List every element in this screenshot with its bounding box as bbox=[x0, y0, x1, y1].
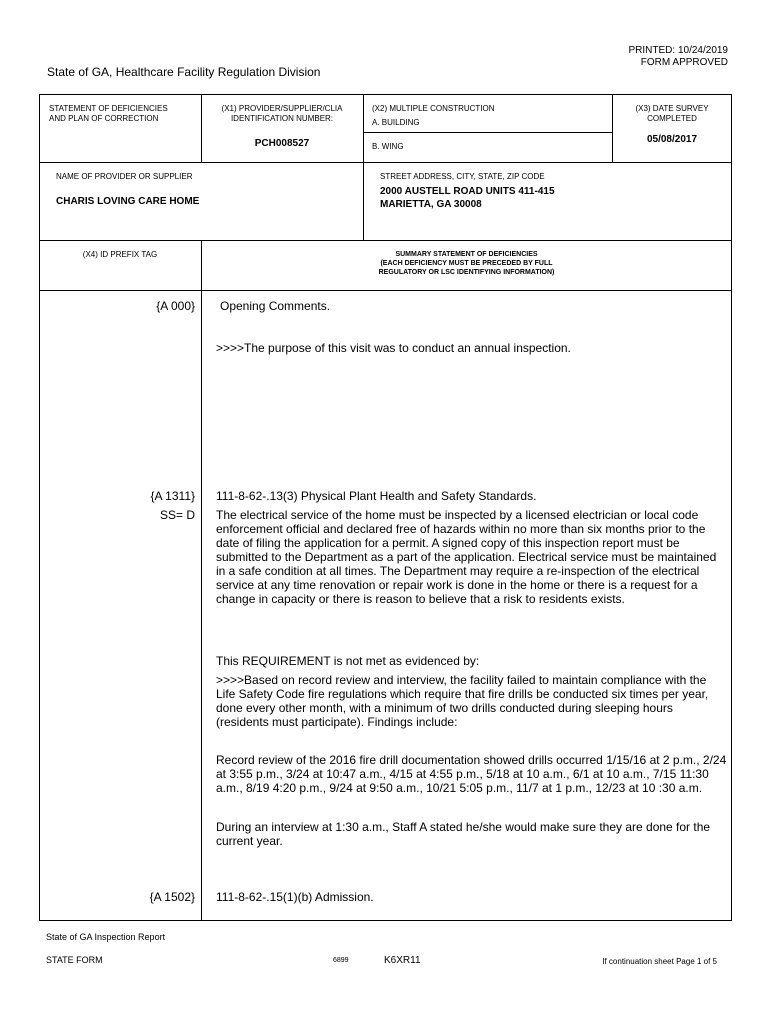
address-line1: 2000 AUSTELL ROAD UNITS 411-415 bbox=[380, 186, 555, 197]
divider bbox=[363, 162, 364, 240]
a1311-not-met: This REQUIREMENT is not met as evidenced by: bbox=[216, 654, 480, 668]
x2-label: (X2) MULTIPLE CONSTRUCTION bbox=[372, 104, 495, 113]
a1502-title: 111-8-62-.15(1)(b) Admission. bbox=[216, 890, 374, 904]
x4-label: (X4) ID PREFIX TAG bbox=[82, 250, 158, 259]
tag-a000: {A 000} bbox=[156, 299, 195, 313]
a000-text: >>>>The purpose of this visit was to conduct an annual inspection. bbox=[216, 341, 571, 355]
address-label: STREET ADDRESS, CITY, STATE, ZIP CODE bbox=[380, 172, 545, 181]
severity-scope: SS= D bbox=[159, 508, 195, 522]
divider bbox=[363, 94, 364, 162]
divider bbox=[201, 240, 202, 921]
form-number: 6899 bbox=[333, 957, 349, 964]
a1311-title: 111-8-62-.13(3) Physical Plant Health and Safety Standards. bbox=[216, 489, 537, 503]
a1311-interview: During an interview at 1:30 a.m., Staff A stated he/she would make sure they are done for the current year. bbox=[216, 820, 711, 848]
a000-title: Opening Comments. bbox=[220, 299, 331, 313]
event-id: K6XR11 bbox=[384, 955, 421, 966]
x2-building: A. BUILDING bbox=[372, 118, 420, 127]
provider-name: CHARIS LOVING CARE HOME bbox=[56, 196, 200, 207]
address-line2: MARIETTA, GA 30008 bbox=[380, 199, 482, 210]
statement-label: STATEMENT OF DEFICIENCIES AND PLAN OF CORRECTION bbox=[49, 104, 168, 123]
provider-label: NAME OF PROVIDER OR SUPPLIER bbox=[56, 172, 193, 181]
a1311-record-review: Record review of the 2016 fire drill documentation showed drills occurred 1/15/16 at 2 p.m., 2/24 at 3:55 p.m., 3/24 at 10:47 a.m., 4/15 at 4:55 p.m., 5/18 at 10 a.m., 6/1 at 10 a.m., 7/15 11:30 a.m., 8/19 4:20 p.m., 9/24 at 9:50 a.m., 10/21 5:05 p.m., 11/7 at 1 p.m., 12/23 at 10 :30 a.m. bbox=[216, 753, 727, 795]
x2-wing: B. WING bbox=[372, 142, 404, 151]
divider bbox=[363, 132, 612, 133]
tag-a1311: {A 1311} bbox=[150, 489, 195, 503]
report-name: State of GA Inspection Report bbox=[46, 932, 166, 942]
page-info: If continuation sheet Page 1 of 5 bbox=[602, 957, 717, 966]
a1311-finding: >>>>Based on record review and interview, the facility failed to maintain compliance with the Life Safety Code fire regulations which require that fire drills be conducted six times per year, done every other month, with a minimum of two drills conducted during sleeping hours (residents must participate). Findings include: bbox=[216, 673, 709, 729]
x1-label: (X1) PROVIDER/SUPPLIER/CLIA IDENTIFICATION NUMBER: bbox=[221, 104, 343, 123]
divider bbox=[39, 162, 732, 163]
tag-a1502: {A 1502} bbox=[149, 890, 195, 904]
summary-label: SUMMARY STATEMENT OF DEFICIENCIES (EACH DEFICIENCY MUST BE PRECEDED BY FULL REGULATORY OR LSC IDENTIFYING INFORMATION) bbox=[378, 251, 555, 276]
printed-date-text: PRINTED: 10/24/2019 bbox=[628, 45, 728, 56]
a1311-regulation: The electrical service of the home must be inspected by a licensed electrician or local code enforcement official and declared free of hazards within no more than six months prior to the date of filing the application for a permit. A signed copy of this inspection report must be submitted to the Department as a part of the application. Electrical service must be maintained in a safe condition at all times. The Department may require a re-inspection of the electrical service at any time renovation or repair work is done in the home or there is a request for a change in capacity or there is reason to believe that a risk to residents exists. bbox=[216, 508, 717, 606]
survey-date: 05/08/2017 bbox=[646, 134, 698, 145]
printed-date bbox=[629, 45, 729, 69]
form-name: STATE FORM bbox=[46, 955, 103, 965]
divider bbox=[39, 290, 732, 291]
provider-id: PCH008527 bbox=[254, 138, 310, 149]
x3-label: (X3) DATE SURVEY COMPLETED bbox=[635, 104, 709, 123]
agency-title: State of GA, Healthcare Facility Regulation Division bbox=[47, 65, 321, 79]
form-approved-text: FORM APPROVED bbox=[640, 57, 728, 68]
divider bbox=[39, 240, 732, 241]
